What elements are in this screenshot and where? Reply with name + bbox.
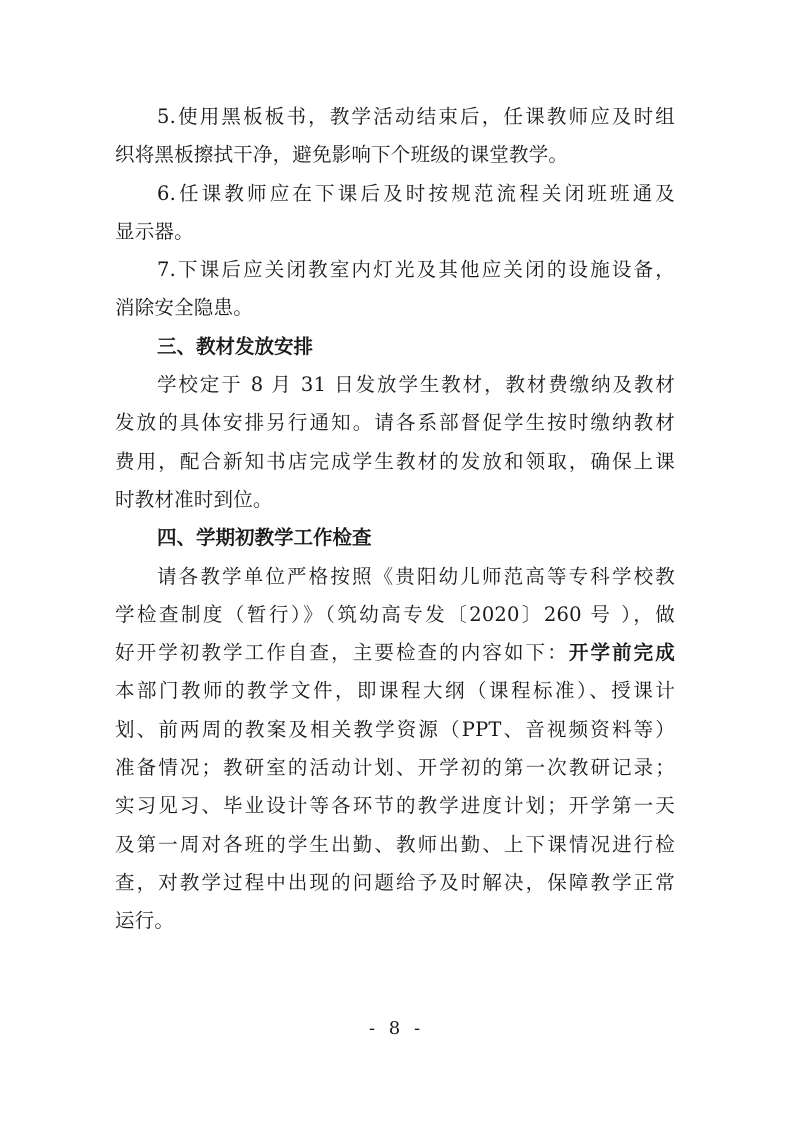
section4-line3 [115,634,675,672]
page-number: - 8 - [368,1018,425,1039]
section4-line10: 运行。 [115,909,175,933]
section3-line2: 发放的具体安排另行通知。请各系部督促学生按时缴纳教材 [115,411,675,435]
paragraph-item6-line1: 6.任课教师应在下课后及时按规范流程关闭班班通及 [157,181,675,205]
section-heading-inspection: 四、学期初教学工作检查 [157,526,372,550]
section4-line3-text: 好开学初教学工作自查，主要检查的内容如下： [115,641,569,665]
section4-line9: 查，对教学过程中出现的问题给予及时解决，保障教学正常 [115,870,675,894]
section4-line1: 请各教学单位严格按照《贵阳幼儿师范高等专科学校教 [157,564,675,588]
section4-line7: 实习见习、毕业设计等各环节的教学进度计划；开学第一天 [115,794,675,818]
section3-line3: 费用，配合新知书店完成学生教材的发放和领取，确保上课 [115,449,675,473]
section4-line6: 准备情况；教研室的活动计划、开学初的第一次教研记录； [115,756,675,780]
paragraph-item7-line2: 消除安全隐患。 [115,296,253,320]
paragraph-item5-line1: 5.使用黑板板书，教学活动结束后，任课教师应及时组 [157,105,675,128]
section4-line4: 本部门教师的教学文件，即课程大纲（课程标准）、授课计 [115,679,675,703]
paragraph-item7-line1: 7.下课后应关闭教室内灯光及其他应关闭的设施设备， [157,258,675,282]
section4-line3-bold-text: 开学前完成 [568,641,675,665]
section4-line2: 学检查制度（暂行）》（筑幼高专发〔2020〕260 号 ），做 [115,602,675,626]
section3-line4: 时教材准时到位。 [115,487,273,511]
paragraph-item6-line2: 显示器。 [115,219,194,243]
section4-line5: 划、前两周的教案及相关教学资源（PPT、音视频资料等） [115,717,675,741]
paragraph-item5-line2: 织将黑板擦拭干净，避免影响下个班级的课堂教学。 [115,143,569,167]
section-heading-textbooks: 三、教材发放安排 [157,334,314,358]
section3-line1: 学校定于 8 月 31 日发放学生教材，教材费缴纳及教材 [157,373,675,397]
section4-line8: 及第一周对各班的学生出勤、教师出勤、上下课情况进行检 [115,832,675,856]
document-body [115,98,675,941]
